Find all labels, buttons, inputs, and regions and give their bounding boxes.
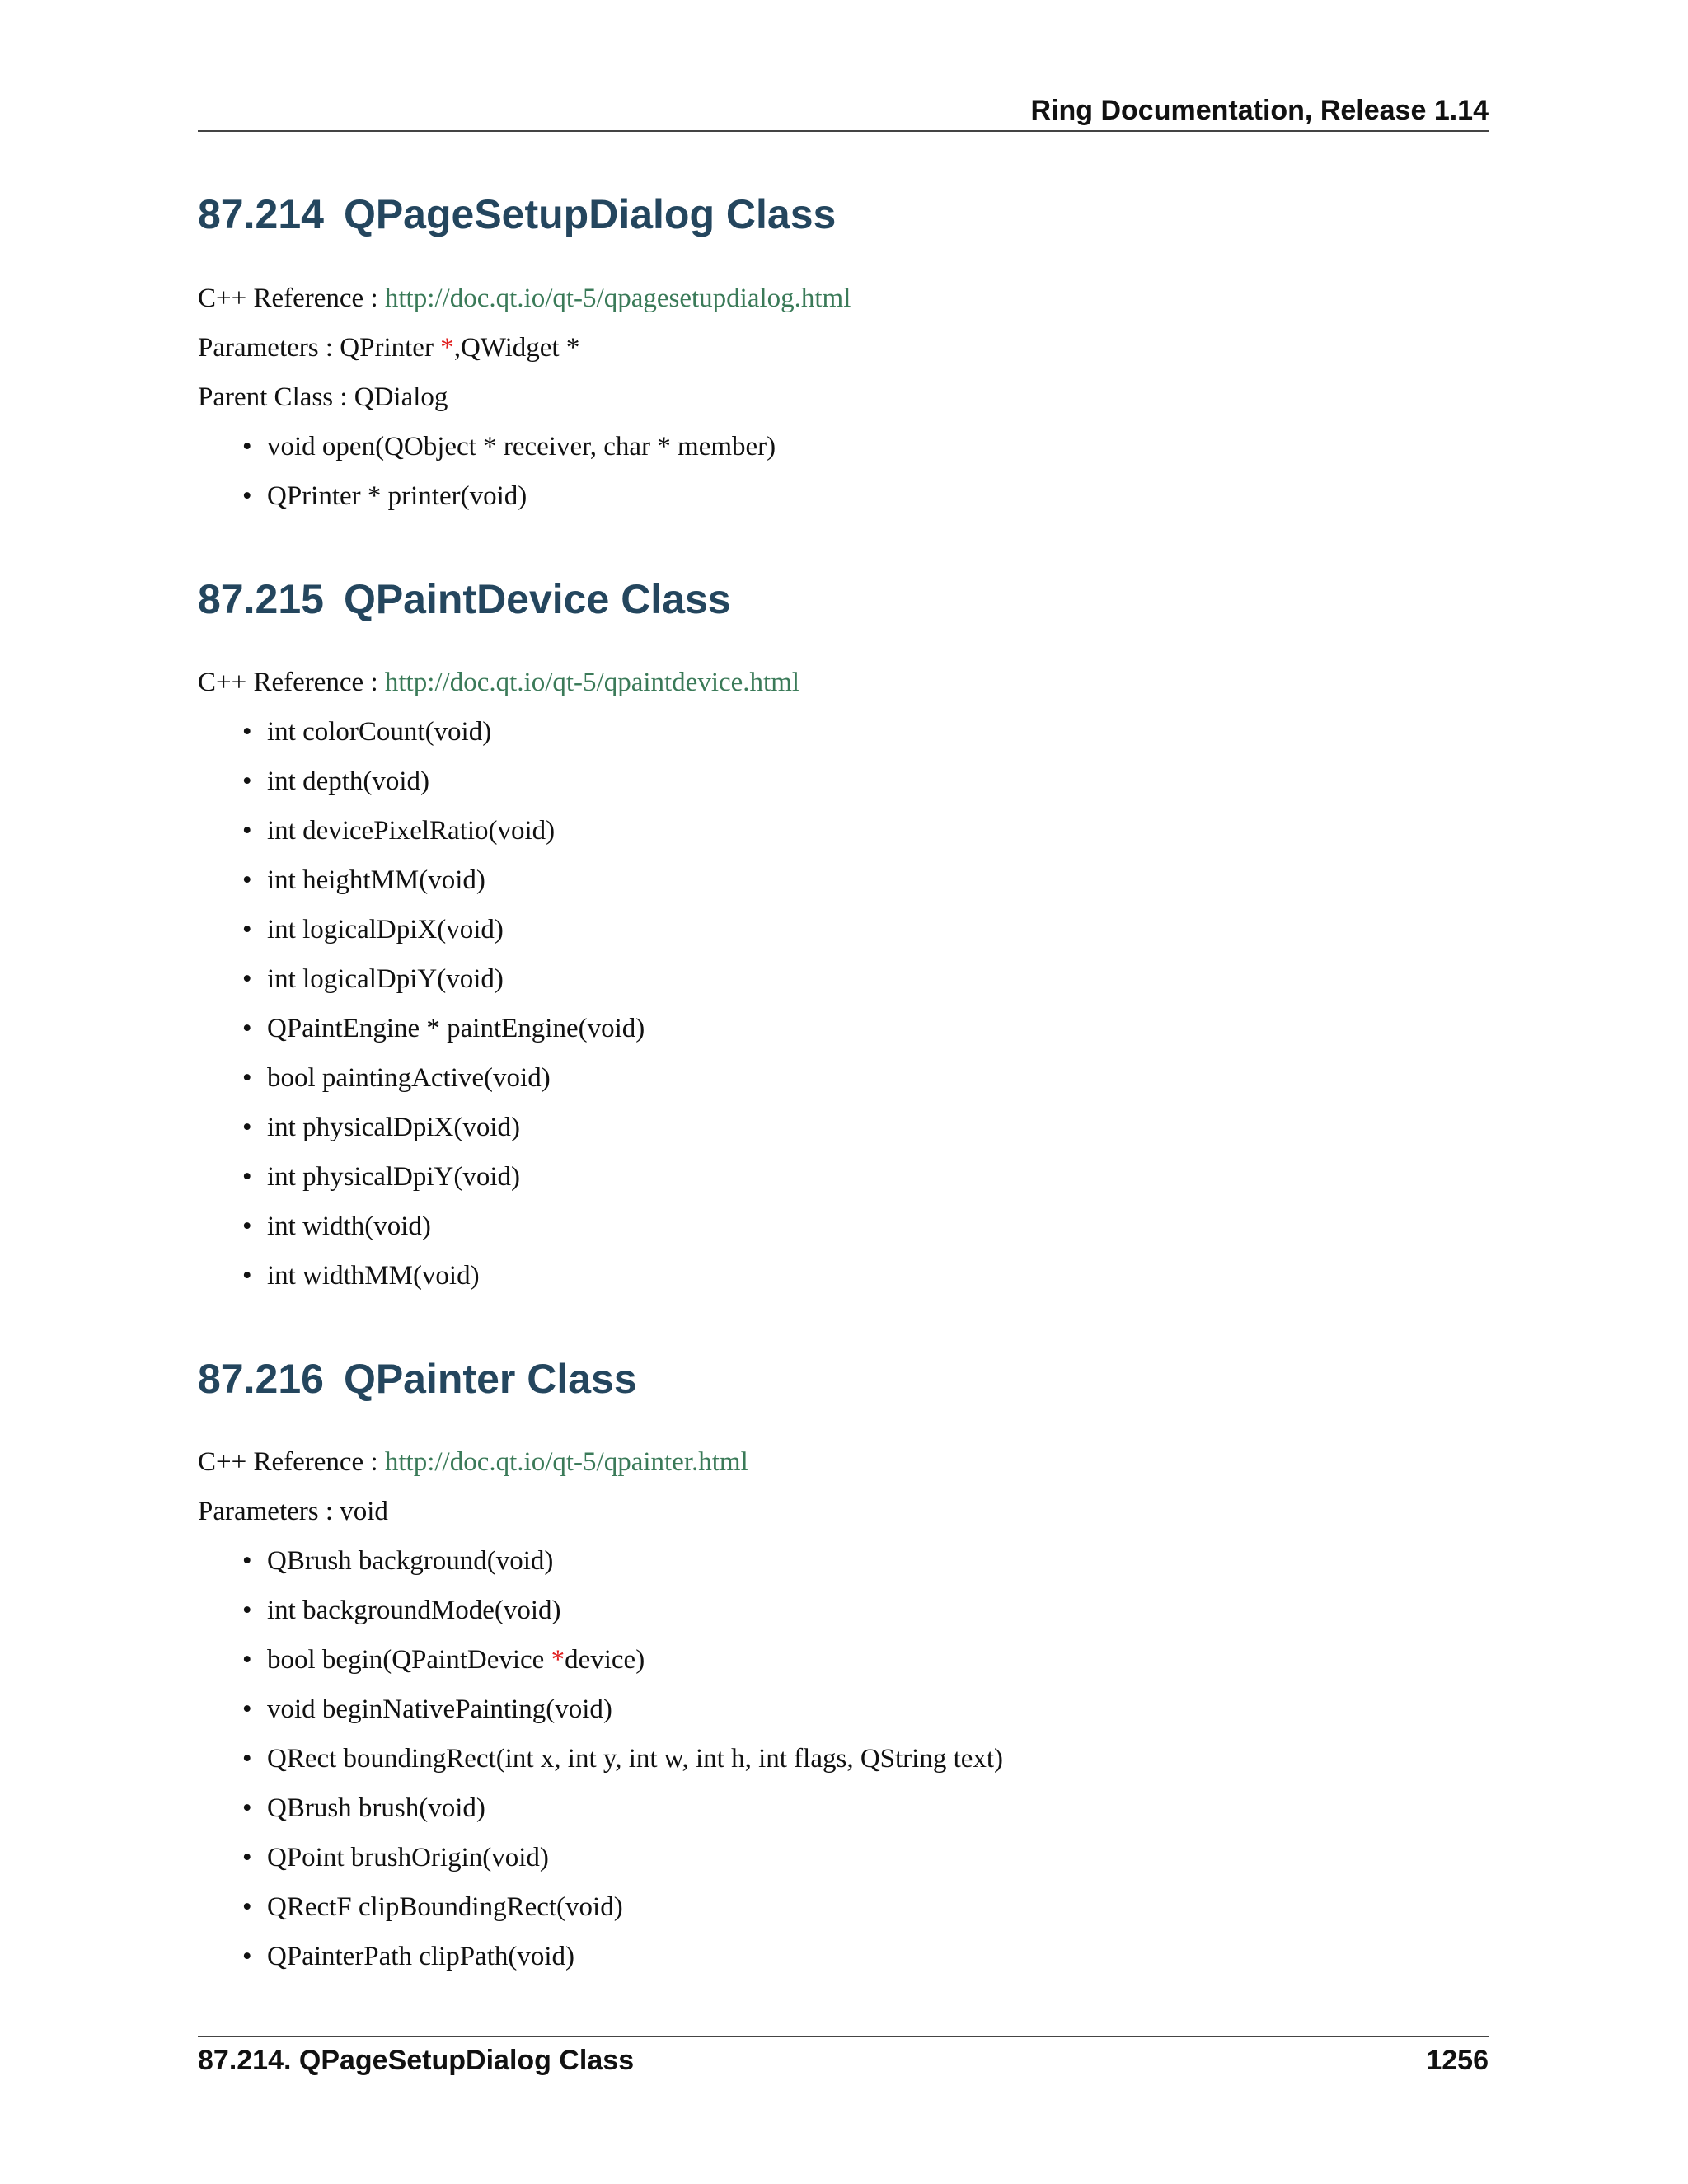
bullet-icon: • [242, 964, 252, 994]
method-item: • QBrush background(void) [198, 1543, 1003, 1592]
bullet-icon: • [242, 816, 252, 846]
method-item: • void open(QObject * receiver, char * member) [198, 429, 776, 478]
bullet-icon: • [242, 1162, 252, 1192]
bullet-icon: • [242, 1596, 252, 1625]
method-item: • QPainterPath clipPath(void) [198, 1938, 1003, 1988]
method-item: • int width(void) [198, 1208, 645, 1258]
cpp-reference [198, 1444, 748, 1480]
bullet-icon: • [242, 1843, 252, 1872]
reference-link[interactable]: http://doc.qt.io/qt-5/qpainter.html [384, 1447, 748, 1477]
bullet-icon: • [242, 1892, 252, 1922]
section-number: 87.216 [198, 1356, 324, 1402]
parameters-line: Parameters : void [198, 1497, 388, 1526]
reference-label: C++ Reference : [198, 1447, 385, 1477]
method-list-qpaintdevice [198, 714, 645, 1307]
bullet-icon: • [242, 1744, 252, 1774]
bullet-icon: • [242, 1014, 252, 1043]
method-item: • int depth(void) [198, 763, 645, 813]
section-title: QPaintDevice Class [343, 576, 731, 622]
bullet-icon: • [242, 1942, 252, 1971]
section-title: QPainter Class [343, 1356, 637, 1402]
bullet-icon: • [242, 865, 252, 895]
doc-title: Ring Documentation, Release 1.14 [1030, 95, 1489, 126]
method-item: • int physicalDpiY(void) [198, 1159, 645, 1208]
method-item: • void beginNativePainting(void) [198, 1691, 1003, 1741]
method-item: • QPoint brushOrigin(void) [198, 1840, 1003, 1889]
method-item: • int heightMM(void) [198, 862, 645, 912]
method-item: • bool paintingActive(void) [198, 1060, 645, 1109]
method-item: • int widthMM(void) [198, 1258, 645, 1307]
bullet-icon: • [242, 1212, 252, 1241]
section-heading-qpaintdevice [198, 574, 731, 624]
param-type-a: QPrinter [340, 333, 441, 363]
cpp-reference [198, 664, 799, 701]
pointer-star: * [440, 333, 454, 363]
section-number: 87.214 [198, 191, 324, 237]
bullet-icon: • [242, 1694, 252, 1724]
method-item: • QPrinter * printer(void) [198, 478, 776, 527]
method-item: • int logicalDpiX(void) [198, 912, 645, 961]
method-item: • int colorCount(void) [198, 714, 645, 763]
parameters-label: Parameters : [198, 333, 340, 363]
method-list-qpagesetupdialog [198, 429, 776, 527]
bullet-icon: • [242, 1113, 252, 1142]
method-item: • bool begin(QPaintDevice *device) [198, 1642, 1003, 1691]
section-title: QPageSetupDialog Class [343, 191, 837, 237]
reference-label: C++ Reference : [198, 284, 385, 313]
param-type-b: ,QWidget * [453, 333, 580, 363]
bullet-icon: • [242, 1546, 252, 1576]
method-item: • int backgroundMode(void) [198, 1592, 1003, 1642]
cpp-reference [198, 280, 851, 316]
method-item: • int physicalDpiX(void) [198, 1109, 645, 1159]
method-item: • QBrush brush(void) [198, 1790, 1003, 1840]
bullet-icon: • [242, 717, 252, 747]
page-footer [198, 2036, 1489, 2080]
pointer-star: * [551, 1645, 565, 1675]
method-item: • QRectF clipBoundingRect(void) [198, 1889, 1003, 1938]
bullet-icon: • [242, 481, 252, 511]
method-item: • int devicePixelRatio(void) [198, 813, 645, 862]
page-number: 1256 [1426, 2045, 1489, 2076]
bullet-icon: • [242, 915, 252, 944]
method-list-qpainter [198, 1543, 1003, 1988]
bullet-icon: • [242, 1793, 252, 1823]
reference-link[interactable]: http://doc.qt.io/qt-5/qpagesetupdialog.html [384, 284, 851, 313]
method-item: • int logicalDpiY(void) [198, 961, 645, 1010]
page-header [198, 91, 1489, 132]
section-number: 87.215 [198, 576, 324, 622]
bullet-icon: • [242, 1063, 252, 1093]
bullet-icon: • [242, 1261, 252, 1291]
section-heading-qpagesetupdialog [198, 190, 836, 239]
bullet-icon: • [242, 766, 252, 796]
parameters-line [198, 330, 579, 366]
parent-class-line: Parent Class : QDialog [198, 382, 448, 412]
method-item: • QPaintEngine * paintEngine(void) [198, 1010, 645, 1060]
reference-label: C++ Reference : [198, 668, 385, 697]
reference-link[interactable]: http://doc.qt.io/qt-5/qpaintdevice.html [384, 668, 800, 697]
footer-section-title: 87.214. QPageSetupDialog Class [198, 2045, 635, 2076]
bullet-icon: • [242, 1645, 252, 1675]
method-item: • QRect boundingRect(int x, int y, int w, int h, int flags, QString text) [198, 1741, 1003, 1790]
section-heading-qpainter [198, 1354, 637, 1404]
bullet-icon: • [242, 432, 252, 462]
